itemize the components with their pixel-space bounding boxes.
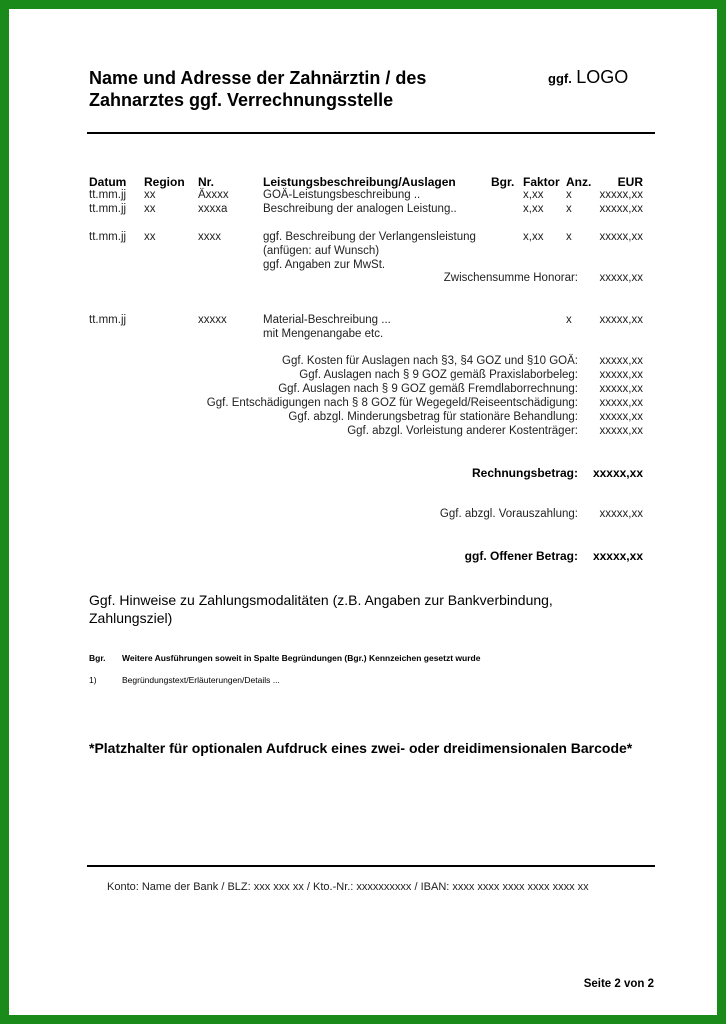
row2-datum: tt.mm.jj: [89, 203, 127, 215]
logo-prefix: ggf.: [548, 71, 572, 86]
row2-desc: Beschreibung der analogen Leistung..: [263, 203, 457, 215]
col-header-nr: Nr.: [198, 175, 215, 189]
prepayment-label: Ggf. abzgl. Vorauszahlung:: [439, 508, 578, 520]
bank-details: Konto: Name der Bank / BLZ: xxx xxx xx / Kto.-Nr.: xxxxxxxxxx / IBAN: xxxx xxxx xxxx xxxx xxxx xx: [107, 881, 589, 893]
open-amount-value: xxxxx,xx: [592, 549, 643, 563]
row1-desc: GOÄ-Leistungsbeschreibung ..: [263, 189, 421, 201]
bgr-explanation: Weitere Ausführungen soweit in Spalte Begründungen (Bgr.) Kennzeichen gesetzt wurde: [122, 653, 481, 663]
material-desc1: Material-Beschreibung ...: [263, 314, 391, 326]
bgr-label: Bgr.: [89, 653, 106, 663]
footer-divider: [87, 865, 655, 867]
row3-anz: x: [566, 231, 572, 243]
invoice-total-label: Rechnungsbetrag:: [471, 466, 578, 480]
row3-datum: tt.mm.jj: [89, 231, 127, 243]
expense-label-1: Ggf. Kosten für Auslagen nach §3, §4 GOZ und §10 GOÄ:: [282, 355, 578, 367]
material-datum: tt.mm.jj: [89, 314, 127, 326]
row3-desc-extra2: ggf. Angaben zur MwSt.: [263, 259, 386, 271]
expense-value-1: xxxxx,xx: [599, 355, 643, 367]
expense-value-6: xxxxx,xx: [599, 425, 643, 437]
bgr-item-number: 1): [89, 675, 97, 685]
row2-region: xx: [144, 203, 156, 215]
row1-datum: tt.mm.jj: [89, 189, 127, 201]
prepayment-value: xxxxx,xx: [599, 508, 643, 520]
col-header-eur: EUR: [617, 175, 643, 189]
col-header-region: Region: [144, 175, 185, 189]
subtotal-label: Zwischensumme Honorar:: [443, 272, 578, 284]
expense-value-4: xxxxx,xx: [599, 397, 643, 409]
row3-eur: xxxxx,xx: [599, 231, 643, 243]
row1-nr: Äxxxx: [198, 189, 229, 201]
col-header-datum: Datum: [89, 175, 127, 189]
expense-value-5: xxxxx,xx: [599, 411, 643, 423]
expense-label-5: Ggf. abzgl. Minderungsbetrag für stationäre Behandlung:: [288, 411, 578, 423]
col-header-faktor: Faktor: [523, 175, 560, 189]
row2-nr: xxxxa: [198, 203, 228, 215]
expense-label-6: Ggf. abzgl. Vorleistung anderer Kostenträger:: [347, 425, 578, 437]
payment-hint: Ggf. Hinweise zu Zahlungsmodalitäten (z.B. Angaben zur Bankverbindung, Zahlungsziel): [89, 592, 553, 626]
row2-eur: xxxxx,xx: [599, 203, 643, 215]
row3-desc-extra1: (anfügen: auf Wunsch): [263, 245, 380, 257]
logo-label: LOGO: [576, 67, 629, 87]
barcode-placeholder: *Platzhalter für optionalen Aufdruck eines zwei- oder dreidimensionalen Barcode*: [89, 740, 633, 756]
material-anz: x: [566, 314, 572, 326]
row3-region: xx: [144, 231, 156, 243]
logo-placeholder: [548, 67, 628, 88]
material-nr: xxxxx: [198, 314, 227, 326]
row1-eur: xxxxx,xx: [599, 189, 643, 201]
bgr-item-text: Begründungstext/Erläuterungen/Details ...: [122, 675, 280, 685]
header-divider: [87, 132, 655, 134]
expense-label-4: Ggf. Entschädigungen nach § 8 GOZ für Wegegeld/Reiseentschädigung:: [206, 397, 578, 409]
invoice-total-value: xxxxx,xx: [592, 466, 643, 480]
open-amount-label: ggf. Offener Betrag:: [464, 549, 578, 563]
invoice-page: [9, 9, 717, 1015]
practice-name-line1: Name und Adresse der Zahnärztin / des: [89, 68, 427, 88]
expense-value-2: xxxxx,xx: [599, 369, 643, 381]
row3-nr: xxxx: [198, 231, 221, 243]
expense-value-3: xxxxx,xx: [599, 383, 643, 395]
row3-desc: ggf. Beschreibung der Verlangensleistung: [263, 231, 476, 243]
page-number: Seite 2 von 2: [583, 978, 654, 990]
practice-name-line2: Zahnarztes ggf. Verrechnungsstelle: [89, 90, 394, 110]
subtotal-value: xxxxx,xx: [599, 272, 643, 284]
row1-faktor: x,xx: [523, 189, 544, 201]
row2-faktor: x,xx: [523, 203, 544, 215]
material-eur: xxxxx,xx: [599, 314, 643, 326]
material-desc2: mit Mengenangabe etc.: [263, 328, 384, 340]
expense-label-2: Ggf. Auslagen nach § 9 GOZ gemäß Praxislaborbeleg:: [299, 369, 578, 381]
row3-faktor: x,xx: [523, 231, 544, 243]
col-header-anz: Anz.: [566, 175, 592, 189]
expense-label-3: Ggf. Auslagen nach § 9 GOZ gemäß Fremdlaborrechnung:: [278, 383, 578, 395]
col-header-bgr: Bgr.: [491, 175, 515, 189]
col-header-leistung: Leistungsbeschreibung/Auslagen: [263, 175, 456, 189]
row1-region: xx: [144, 189, 156, 201]
row2-anz: x: [566, 203, 572, 215]
row1-anz: x: [566, 189, 572, 201]
